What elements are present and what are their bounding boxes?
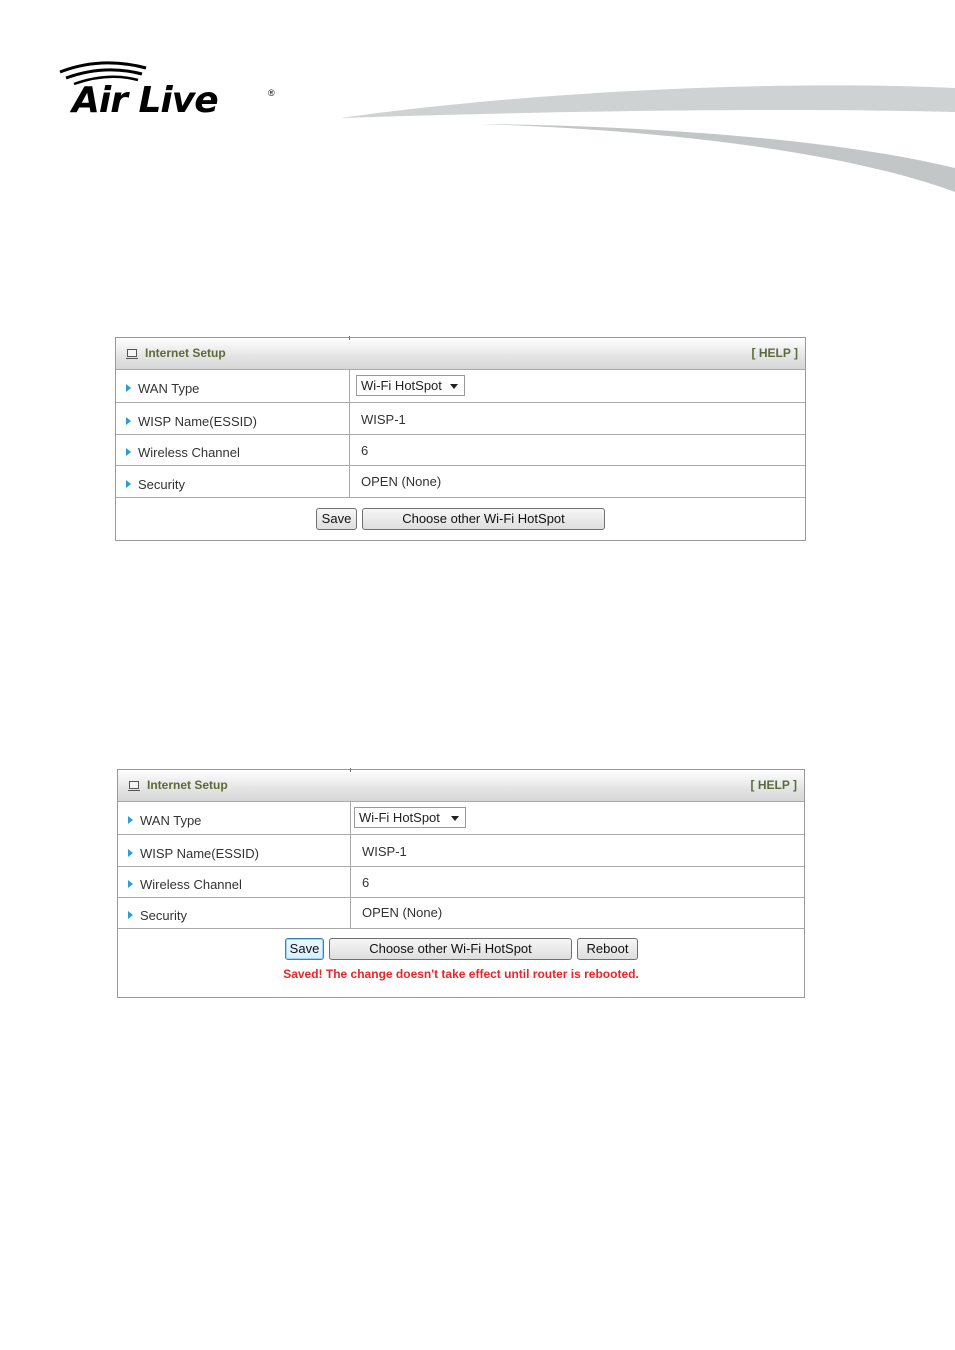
wisp-name-label: WISP Name(ESSID) xyxy=(128,846,259,861)
wireless-channel-label: Wireless Channel xyxy=(126,445,240,460)
window-icon xyxy=(127,349,137,357)
security-value: OPEN (None) xyxy=(361,474,442,489)
wan-type-select[interactable] xyxy=(354,807,466,828)
wan-type-label: WAN Type xyxy=(128,813,201,828)
reboot-button[interactable]: Reboot xyxy=(577,938,638,960)
row-security xyxy=(116,466,805,498)
row-wireless-channel xyxy=(118,867,804,898)
security-value: OPEN (None) xyxy=(362,905,443,920)
row-wisp-name xyxy=(116,403,805,435)
panel-header xyxy=(118,770,804,802)
security-label: Security xyxy=(128,908,187,923)
wisp-name-value: WISP-1 xyxy=(361,412,406,427)
dropdown-arrow-icon xyxy=(450,384,458,389)
header-swoosh xyxy=(340,80,955,200)
row-wan-type xyxy=(116,369,805,403)
wisp-name-label: WISP Name(ESSID) xyxy=(126,414,257,429)
wireless-channel-value: 6 xyxy=(361,443,369,458)
help-link[interactable]: [ HELP ] xyxy=(751,346,798,360)
dropdown-arrow-icon xyxy=(451,816,459,821)
wan-type-label: WAN Type xyxy=(126,381,199,396)
wireless-channel-label: Wireless Channel xyxy=(128,877,242,892)
window-icon xyxy=(129,781,139,789)
internet-setup-panel-1 xyxy=(115,337,806,541)
internet-setup-panel-2 xyxy=(117,769,805,998)
logo-wordmark: Air Live xyxy=(72,80,218,121)
wan-type-select[interactable] xyxy=(356,375,465,396)
panel-header xyxy=(116,338,805,370)
airlive-logo xyxy=(56,58,286,128)
row-wan-type xyxy=(118,801,804,835)
wan-type-selected: Wi-Fi HotSpot xyxy=(359,810,440,825)
panel-title: Internet Setup xyxy=(147,778,228,792)
row-security xyxy=(118,898,804,929)
security-label: Security xyxy=(126,477,185,492)
saved-status-message: Saved! The change doesn't take effect until router is rebooted. xyxy=(283,967,639,981)
registered-mark: ® xyxy=(268,88,275,98)
wireless-channel-value: 6 xyxy=(362,875,370,890)
row-wisp-name xyxy=(118,835,804,867)
wan-type-selected: Wi-Fi HotSpot xyxy=(361,378,442,393)
help-link[interactable]: [ HELP ] xyxy=(750,778,797,792)
panel-title: Internet Setup xyxy=(145,346,226,360)
row-wireless-channel xyxy=(116,435,805,466)
save-button[interactable]: Save xyxy=(285,938,324,960)
choose-hotspot-button[interactable]: Choose other Wi-Fi HotSpot xyxy=(329,938,572,960)
save-button[interactable]: Save xyxy=(316,508,357,530)
choose-hotspot-button[interactable]: Choose other Wi-Fi HotSpot xyxy=(362,508,605,530)
wisp-name-value: WISP-1 xyxy=(362,844,407,859)
